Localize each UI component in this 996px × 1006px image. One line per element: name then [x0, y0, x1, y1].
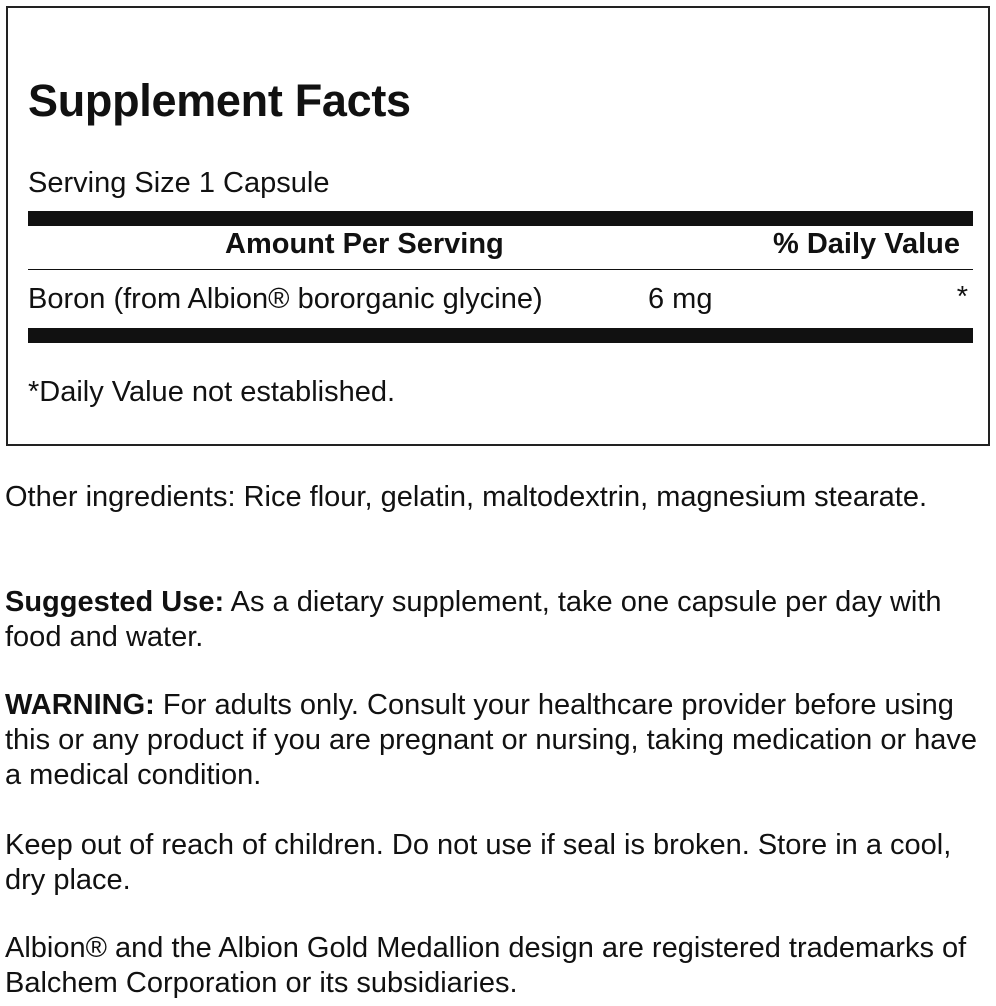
warning-text: For adults only. Consult your healthcare provider before using this or any product if you are pregnant or nursing, taking medication or have a medical condition.: [5, 689, 978, 791]
daily-value-header: % Daily Value: [773, 228, 960, 260]
supplement-facts-panel: [6, 6, 990, 446]
warning: [5, 688, 985, 793]
trademark-notice: Albion® and the Albion Gold Medallion design are registered trademarks of Balchem Corporation or its subsidiaries.: [5, 932, 967, 999]
daily-value-footnote: *Daily Value not established.: [28, 376, 396, 408]
nutrient-daily-value: *: [956, 281, 968, 313]
suggested-use-text: As a dietary supplement, take one capsule per day with food and water.: [5, 586, 942, 653]
nutrient-name: Boron (from Albion® bororganic glycine): [28, 283, 543, 315]
thick-divider-top: [28, 211, 973, 226]
nutrient-amount: 6 mg: [648, 283, 713, 315]
serving-size: Serving Size 1 Capsule: [28, 167, 330, 199]
suggested-use-label: Suggested Use:: [5, 586, 225, 618]
thick-divider-bottom: [28, 328, 973, 343]
other-ingredients: Other ingredients: Rice flour, gelatin, maltodextrin, magnesium stearate.: [5, 481, 928, 513]
amount-per-serving-header: Amount Per Serving: [225, 228, 504, 260]
storage-instructions: Keep out of reach of children. Do not use if seal is broken. Store in a cool, dry place.: [5, 829, 952, 896]
suggested-use: [5, 585, 985, 655]
warning-label: WARNING:: [5, 689, 155, 721]
supplement-facts-title: Supplement Facts: [28, 75, 411, 126]
thin-divider: [28, 269, 973, 270]
